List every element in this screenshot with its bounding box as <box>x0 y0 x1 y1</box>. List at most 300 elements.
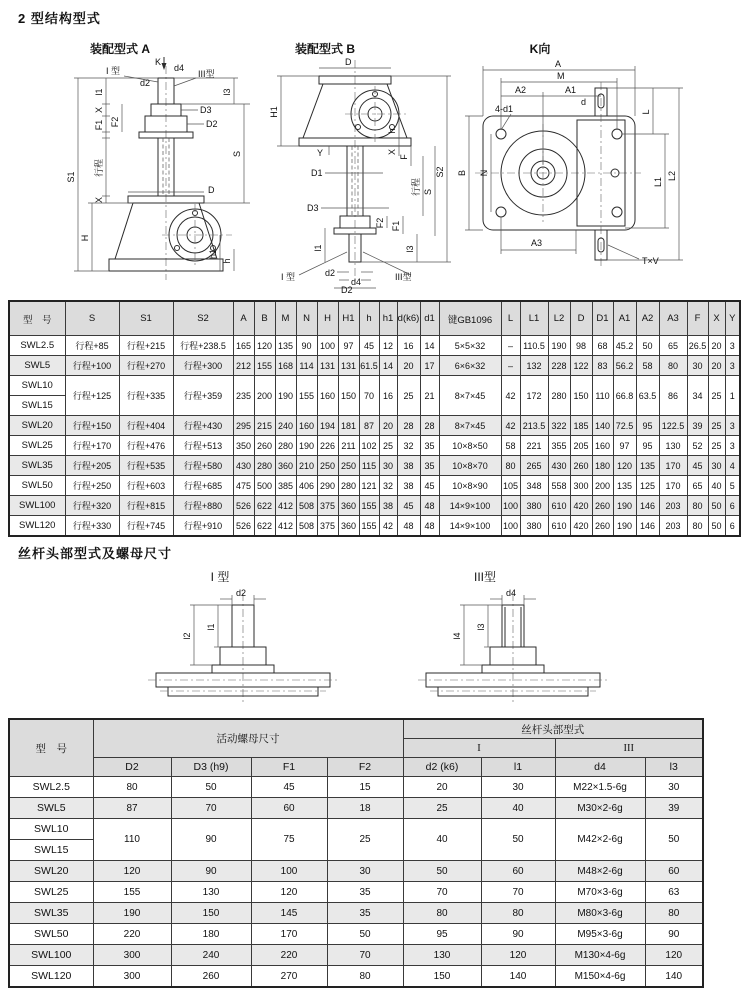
header-cell: h1 <box>379 301 397 336</box>
dim-label-a3: A3 <box>531 238 543 248</box>
table-cell: 1 <box>725 376 740 416</box>
table-cell: 110 <box>93 819 171 861</box>
table-cell: 380 <box>520 496 548 516</box>
header-cell: S1 <box>119 301 173 336</box>
table-cell: 行程+100 <box>65 356 119 376</box>
table-cell: 475 <box>233 476 254 496</box>
table-cell: 行程+300 <box>173 356 233 376</box>
table-cell: 42 <box>501 376 520 416</box>
table-cell: 290 <box>317 476 338 496</box>
header-cell: 丝杆头部型式 <box>403 719 703 739</box>
dim-label-h-cap: H <box>80 234 90 242</box>
table-cell: 190 <box>296 436 317 456</box>
table-cell: 65 <box>687 476 708 496</box>
dim-label-b: B <box>457 169 467 177</box>
dim-label-d3: D3 <box>200 105 212 115</box>
header-cell: B <box>254 301 275 336</box>
header-cell: I <box>403 739 555 758</box>
table-cell: 30 <box>327 861 403 882</box>
dim-label-s: S <box>232 150 242 158</box>
table-cell: 70 <box>327 945 403 966</box>
table-cell: 120 <box>613 456 636 476</box>
table-cell: SWL120 <box>9 966 93 988</box>
table-cell: 行程+880 <box>173 496 233 516</box>
table-cell: 87 <box>359 416 379 436</box>
table-cell: 120 <box>481 945 555 966</box>
table-cell: 行程+815 <box>119 496 173 516</box>
table-cell: 526 <box>233 516 254 537</box>
table-cell: 194 <box>317 416 338 436</box>
dim-label-l1: l1 <box>206 623 216 631</box>
table-cell: M95×3-6g <box>555 924 645 945</box>
table-cell: 3 <box>725 436 740 456</box>
table-cell: 35 <box>327 903 403 924</box>
header-cell: Y <box>725 301 740 336</box>
table-cell: 58 <box>636 356 659 376</box>
table-cell: SWL25 <box>9 436 65 456</box>
table-cell: 80 <box>645 903 703 924</box>
dim-label-l: L <box>641 109 651 115</box>
dim-label-type3: III型 <box>198 69 215 79</box>
table-cell: 140 <box>481 966 555 988</box>
table-cell: 170 <box>251 924 327 945</box>
dim-label-h: h <box>387 128 397 134</box>
dim-label-h1-cap: H1 <box>269 106 279 118</box>
table-cell: 190 <box>613 516 636 537</box>
table-cell: 130 <box>403 945 481 966</box>
table-cell: 185 <box>570 416 592 436</box>
table-cell: 105 <box>501 476 520 496</box>
dim-label-f1: F1 <box>391 220 401 232</box>
table-cell: 45 <box>420 476 439 496</box>
table-cell: 280 <box>548 376 570 416</box>
table-cell: 48 <box>397 516 420 537</box>
dim-label-d1-cap: D1 <box>311 168 323 178</box>
table-cell: SWL2.5 <box>9 777 93 798</box>
table-cell: 205 <box>570 436 592 456</box>
table-cell: SWL25 <box>9 882 93 903</box>
dim-label-f2: F2 <box>110 116 120 128</box>
dim-label-k: K <box>155 57 162 67</box>
header-cell: L1 <box>520 301 548 336</box>
table-cell: 14×9×100 <box>439 516 501 537</box>
table-cell: 30 <box>379 456 397 476</box>
table-cell: 83 <box>592 356 613 376</box>
view-k-diagram <box>455 52 705 292</box>
table-cell: 15 <box>327 777 403 798</box>
table-cell: 160 <box>592 436 613 456</box>
table-cell: 50 <box>645 819 703 861</box>
table-cell: 6 <box>725 516 740 537</box>
table-cell: 38 <box>379 496 397 516</box>
table-cell: 375 <box>317 516 338 537</box>
table-cell: 280 <box>275 436 296 456</box>
table-cell: M30×2-6g <box>555 798 645 819</box>
table-cell: 行程+270 <box>119 356 173 376</box>
table-cell: 70 <box>481 882 555 903</box>
table-cell: 25 <box>379 436 397 456</box>
dim-label-n: N <box>479 169 489 177</box>
dim-label-x: X <box>387 148 397 156</box>
dim-label-d3: D3 <box>307 203 319 213</box>
table-cell: 34 <box>687 376 708 416</box>
table-cell: 52 <box>687 436 708 456</box>
dim-label-d4: d4 <box>351 277 362 287</box>
table-cell: 35 <box>420 456 439 476</box>
table-cell: SWL50 <box>9 476 65 496</box>
table-cell: 87 <box>93 798 171 819</box>
table-cell: 360 <box>338 496 359 516</box>
dim-label-d2-cap: D2 <box>206 119 218 129</box>
table-cell: 265 <box>520 456 548 476</box>
page-title: 2 型结构型式 <box>18 11 101 26</box>
header-cell: d1 <box>420 301 439 336</box>
table-cell: 100 <box>501 496 520 516</box>
table-cell: 17 <box>420 356 439 376</box>
table-cell: 160 <box>317 376 338 416</box>
table-cell: 40 <box>403 819 481 861</box>
table-cell: 30 <box>645 777 703 798</box>
table-cell: 行程+745 <box>119 516 173 537</box>
dim-label-d2-cap: D2 <box>341 285 353 295</box>
table-cell: 48 <box>420 516 439 537</box>
table-cell: 16 <box>397 336 420 356</box>
table-cell: 14 <box>420 336 439 356</box>
table-cell: 360 <box>338 516 359 537</box>
type-iii-caption: III型 <box>473 570 496 584</box>
table-cell: 70 <box>403 882 481 903</box>
table-cell: 165 <box>233 336 254 356</box>
dim-label-4d1: 4-d1 <box>495 104 514 114</box>
table-cell: 25 <box>327 819 403 861</box>
table-cell: 50 <box>708 496 725 516</box>
table-cell: 50 <box>708 516 725 537</box>
dim-label-d4: d4 <box>174 63 185 73</box>
table-cell: SWL20 <box>9 416 65 436</box>
table-cell: 行程+404 <box>119 416 173 436</box>
table-cell: 10×8×90 <box>439 476 501 496</box>
table-cell: 270 <box>251 966 327 988</box>
table-cell: 14×9×100 <box>439 496 501 516</box>
table-cell: 50 <box>327 924 403 945</box>
header-cell: l3 <box>645 758 703 777</box>
table-cell: 131 <box>317 356 338 376</box>
table-cell: 68 <box>592 336 613 356</box>
table-cell: 25 <box>708 416 725 436</box>
header-cell: III <box>555 739 703 758</box>
table-cell: 110.5 <box>520 336 548 356</box>
table-cell: SWL15 <box>9 840 93 861</box>
table-cell: 48 <box>420 496 439 516</box>
header-cell: D <box>570 301 592 336</box>
table-cell: 190 <box>613 496 636 516</box>
table-cell: 28 <box>397 416 420 436</box>
table-cell: 39 <box>687 416 708 436</box>
table-cell: 190 <box>93 903 171 924</box>
table-cell: 90 <box>481 924 555 945</box>
dim-label-txv: T×V <box>642 256 659 266</box>
dim-label-f1: F1 <box>94 119 104 131</box>
table-cell: 20 <box>403 777 481 798</box>
table-cell: 10×8×70 <box>439 456 501 476</box>
diagram-a-caption: 装配型式 A <box>89 42 150 56</box>
table-cell: 100 <box>501 516 520 537</box>
table-cell: 240 <box>171 945 251 966</box>
table-cell: 72.5 <box>613 416 636 436</box>
table-cell: 102 <box>359 436 379 456</box>
table-cell: 610 <box>548 516 570 537</box>
table-cell: 558 <box>548 476 570 496</box>
table-cell: 210 <box>296 456 317 476</box>
table-cell: 10×8×50 <box>439 436 501 456</box>
table-cell: 160 <box>296 416 317 436</box>
table-cell: 226 <box>317 436 338 456</box>
dim-label-x-bot: X <box>94 196 104 204</box>
dim-label-d2: d2 <box>140 78 151 88</box>
table-cell: 3 <box>725 356 740 376</box>
table-cell: 420 <box>570 516 592 537</box>
table-cell: 80 <box>403 903 481 924</box>
table-cell: SWL50 <box>9 924 93 945</box>
table-cell: 61.5 <box>359 356 379 376</box>
table-cell: 66.8 <box>613 376 636 416</box>
table-cell: 132 <box>520 356 548 376</box>
table-cell: 35 <box>327 882 403 903</box>
table-cell: 行程+476 <box>119 436 173 456</box>
type-i-caption: I 型 <box>210 570 230 584</box>
table-cell: 60 <box>481 861 555 882</box>
table-cell: 95 <box>403 924 481 945</box>
header-cell: d(k6) <box>397 301 420 336</box>
dim-label-s: S <box>423 188 433 196</box>
dim-label-f-cap: F <box>399 154 409 160</box>
table-cell: 39 <box>645 798 703 819</box>
dim-label-stroke: 行程 <box>411 177 421 197</box>
table-cell: 155 <box>296 376 317 416</box>
dim-label-l1: L1 <box>653 176 663 188</box>
table-cell: 50 <box>636 336 659 356</box>
table-cell: 120 <box>93 861 171 882</box>
table-cell: 213.5 <box>520 416 548 436</box>
table-cell: 75 <box>251 819 327 861</box>
table-cell: 38 <box>397 456 420 476</box>
table-cell: 122 <box>570 356 592 376</box>
table-cell: 508 <box>296 516 317 537</box>
table-cell: 行程+205 <box>65 456 119 476</box>
table-cell: 130 <box>171 882 251 903</box>
table-cell: 622 <box>254 516 275 537</box>
table-cell: 526 <box>233 496 254 516</box>
table-cell: 行程+330 <box>65 516 119 537</box>
header-cell: A2 <box>636 301 659 336</box>
table-cell: 90 <box>645 924 703 945</box>
table-cell: 行程+685 <box>173 476 233 496</box>
dim-label-l3: l3 <box>405 245 415 253</box>
table-cell: 350 <box>233 436 254 456</box>
table-cell: 140 <box>592 416 613 436</box>
table-cell: 95 <box>636 416 659 436</box>
table-cell: SWL20 <box>9 861 93 882</box>
dim-label-d2: d2 <box>236 588 247 598</box>
dim-label-m: M <box>557 71 565 81</box>
table-cell: 80 <box>687 496 708 516</box>
table-cell: 26.5 <box>687 336 708 356</box>
table-cell: 行程+513 <box>173 436 233 456</box>
table-cell: 行程+535 <box>119 456 173 476</box>
table-cell: 322 <box>548 416 570 436</box>
table-cell: 412 <box>275 496 296 516</box>
table-cell: 150 <box>171 903 251 924</box>
dim-label-d2: d2 <box>325 268 336 278</box>
diagram-k-caption: K向 <box>529 42 551 56</box>
table-cell: 300 <box>93 945 171 966</box>
table-cell: M130×4-6g <box>555 945 645 966</box>
table-cell: 45 <box>359 336 379 356</box>
table-cell: 35 <box>420 436 439 456</box>
table-cell: 135 <box>613 476 636 496</box>
header-cell: D3 (h9) <box>171 758 251 777</box>
dim-label-d-cap: D <box>345 57 352 67</box>
table-cell: 25 <box>708 436 725 456</box>
table-cell: 3 <box>725 336 740 356</box>
header-cell: F2 <box>327 758 403 777</box>
table-cell: 97 <box>338 336 359 356</box>
header-cell: D2 <box>93 758 171 777</box>
table-cell: 146 <box>636 496 659 516</box>
table-cell: 40 <box>481 798 555 819</box>
header-cell: S2 <box>173 301 233 336</box>
table-cell: 110 <box>592 376 613 416</box>
dim-label-l2: L2 <box>667 170 677 182</box>
table-cell: 行程+320 <box>65 496 119 516</box>
table-cell: 行程+215 <box>119 336 173 356</box>
table-cell: 250 <box>338 456 359 476</box>
table-cell: 8×7×45 <box>439 416 501 436</box>
header-cell: M <box>275 301 296 336</box>
dim-label-s1: S1 <box>66 171 76 183</box>
table-cell: 90 <box>171 819 251 861</box>
table-cell: 190 <box>548 336 570 356</box>
table-cell: 63.5 <box>636 376 659 416</box>
table-cell: 50 <box>171 777 251 798</box>
table-cell: 97 <box>613 436 636 456</box>
table-cell: SWL100 <box>9 945 93 966</box>
table-cell: 300 <box>93 966 171 988</box>
table-cell: 122.5 <box>659 416 687 436</box>
table-cell: 355 <box>548 436 570 456</box>
table-cell: 行程+603 <box>119 476 173 496</box>
header-cell: 型 号 <box>9 301 65 336</box>
header-cell: d4 <box>555 758 645 777</box>
dim-label-d: d <box>581 97 587 107</box>
table-cell: 90 <box>171 861 251 882</box>
table-cell: 145 <box>251 903 327 924</box>
table-cell: M48×2-6g <box>555 861 645 882</box>
dim-label-f2: F2 <box>375 217 385 229</box>
table-cell: 215 <box>254 416 275 436</box>
table-cell: 18 <box>327 798 403 819</box>
table-cell: 114 <box>296 356 317 376</box>
table-cell: 50 <box>481 819 555 861</box>
header-cell: A <box>233 301 254 336</box>
dimension-table <box>8 300 741 537</box>
dim-label-l1: l1 <box>94 88 104 96</box>
table-cell: SWL100 <box>9 496 65 516</box>
table-cell: 220 <box>251 945 327 966</box>
table-cell: M150×4-6g <box>555 966 645 988</box>
header-cell: h <box>359 301 379 336</box>
table-cell: 21 <box>420 376 439 416</box>
table-cell: 280 <box>338 476 359 496</box>
table-cell: 200 <box>592 476 613 496</box>
table-cell: 行程+150 <box>65 416 119 436</box>
table-cell: 203 <box>659 516 687 537</box>
table-cell: 行程+85 <box>65 336 119 356</box>
table-cell: 228 <box>548 356 570 376</box>
header-cell: A1 <box>613 301 636 336</box>
table-cell: 203 <box>659 496 687 516</box>
table-cell: 28 <box>420 416 439 436</box>
table-cell: 32 <box>397 436 420 456</box>
table-cell: 14 <box>379 356 397 376</box>
header-cell: 型 号 <box>9 719 93 777</box>
table-cell: 150 <box>403 966 481 988</box>
dim-label-type3: III型 <box>395 272 412 282</box>
table-cell: 60 <box>251 798 327 819</box>
table-cell: 181 <box>338 416 359 436</box>
table-cell: 125 <box>636 476 659 496</box>
dim-label-y: Y <box>317 148 324 158</box>
table-cell: SWL10 <box>9 376 65 396</box>
dim-label-h: h <box>222 258 232 264</box>
table-cell: 6 <box>725 496 740 516</box>
header-cell: H <box>317 301 338 336</box>
dim-label-l3: l3 <box>222 88 232 96</box>
table-cell: 170 <box>659 476 687 496</box>
table-cell: 412 <box>275 516 296 537</box>
table-cell: 63 <box>645 882 703 903</box>
dim-label-stroke: 行程 <box>94 158 104 178</box>
table-cell: 行程+580 <box>173 456 233 476</box>
table-cell: 行程+910 <box>173 516 233 537</box>
table-cell: 98 <box>570 336 592 356</box>
table-cell: 380 <box>520 516 548 537</box>
table-cell: 375 <box>317 496 338 516</box>
table-cell: 360 <box>275 456 296 476</box>
dim-label-l4: l4 <box>452 632 462 640</box>
table-cell: 120 <box>645 945 703 966</box>
table-cell: 42 <box>379 516 397 537</box>
table-cell: 430 <box>233 456 254 476</box>
table-cell: 406 <box>296 476 317 496</box>
table-cell: SWL5 <box>9 356 65 376</box>
table-cell: – <box>501 336 520 356</box>
table-cell: 30 <box>481 777 555 798</box>
table-cell: 5 <box>725 476 740 496</box>
table-cell: 16 <box>379 376 397 416</box>
table-cell: 行程+170 <box>65 436 119 456</box>
header-cell: L <box>501 301 520 336</box>
table-cell: SWL35 <box>9 903 93 924</box>
table-cell: 508 <box>296 496 317 516</box>
table-cell: 235 <box>233 376 254 416</box>
table-cell: 50 <box>403 861 481 882</box>
dim-label-l2: l2 <box>182 632 192 640</box>
table-cell: 280 <box>254 456 275 476</box>
table-cell: SWL10 <box>9 819 93 840</box>
table-cell: 250 <box>317 456 338 476</box>
table-cell: 300 <box>570 476 592 496</box>
